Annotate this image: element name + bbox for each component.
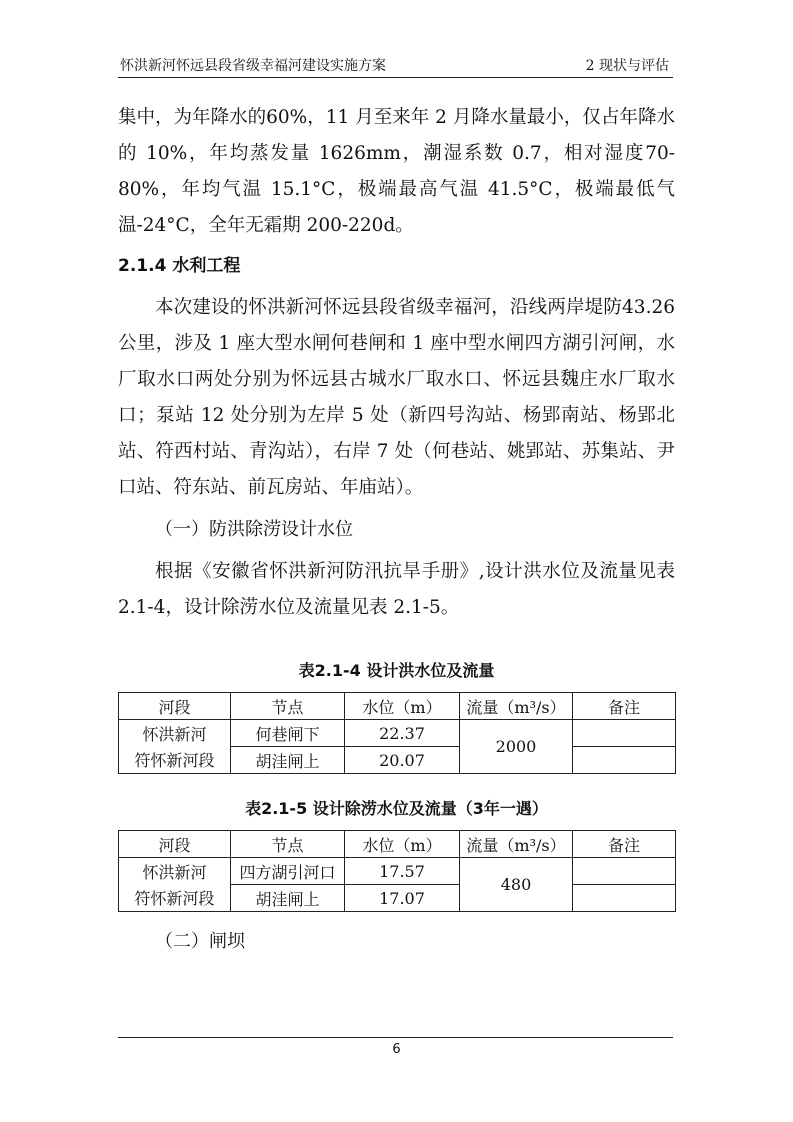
header-cell: 节点 xyxy=(231,831,345,858)
page-header xyxy=(118,55,673,78)
level-cell: 17.07 xyxy=(345,885,460,912)
note-cell xyxy=(573,885,676,912)
header-cell: 备注 xyxy=(573,831,676,858)
segment-cell: 怀洪新河 xyxy=(119,858,231,885)
segment-cell: 符怀新河段 xyxy=(119,885,231,912)
node-cell: 胡洼闸上 xyxy=(231,885,345,912)
table-row xyxy=(119,747,676,774)
level-cell: 20.07 xyxy=(345,747,460,774)
header-cell: 流量（m³/s） xyxy=(460,831,573,858)
paragraph-climate: 集中，为年降水的60%，11 月至来年 2 月降水量最小，仅占年降水的 10%，年均蒸发量 1626mm，潮湿系数 0.7，相对湿度70-80%，年均气温 15.1°C，极端最高气温 41.5°C，极端最低气温-24°C，全年无霜期 200-220d。 xyxy=(118,107,675,236)
header-cell: 水位（m） xyxy=(345,693,460,720)
table-design-flood xyxy=(118,692,676,774)
subheading-design-levels: （一）防洪除涝设计水位 xyxy=(155,519,353,540)
level-cell: 22.37 xyxy=(345,720,460,747)
segment-cell: 怀洪新河 xyxy=(119,720,231,747)
subheading-sluices: （二）闸坝 xyxy=(155,931,245,952)
segment-cell: 符怀新河段 xyxy=(119,747,231,774)
header-cell: 备注 xyxy=(573,693,676,720)
header-cell: 河段 xyxy=(119,831,231,858)
table-row xyxy=(119,885,676,912)
table-row xyxy=(119,858,676,885)
header-document-title: 怀洪新河怀远县段省级幸福河建设实施方案 xyxy=(120,58,386,74)
paragraph-engineering: 本次建设的怀洪新河怀远县段省级幸福河，沿线两岸堤防43.26 公里，涉及 1 座大型水闸何巷闸和 1 座中型水闸四方湖引河闸，水厂取水口两处分别为怀远县古城水厂取水口、怀远县魏庄水厂取水口；泵站 12 处分别为左岸 5 处（新四号沟站、杨郢南站、杨郢北站、符西村站、青沟站），右岸 7 处（何巷站、姚郢站、苏集站、尹口站、符东站、前瓦房站、年庙站）。 xyxy=(118,297,675,498)
paragraph-reference: 根据《安徽省怀洪新河防汛抗旱手册》,设计洪水位及流量见表 2.1-4，设计除涝水位及流量见表 2.1-5。 xyxy=(118,561,675,618)
table1-caption: 表2.1-4 设计洪水位及流量 xyxy=(298,661,495,680)
table-row xyxy=(119,720,676,747)
section-heading: 2.1.4 水利工程 xyxy=(118,256,241,276)
note-cell xyxy=(573,747,676,774)
node-cell: 何巷闸下 xyxy=(231,720,345,747)
table-header-row xyxy=(119,831,676,858)
header-cell: 河段 xyxy=(119,693,231,720)
node-cell: 胡洼闸上 xyxy=(231,747,345,774)
level-cell: 17.57 xyxy=(345,858,460,885)
table2-caption: 表2.1-5 设计除涝水位及流量（3年一遇） xyxy=(245,799,548,818)
header-cell: 流量（m³/s） xyxy=(460,693,573,720)
flow-cell: 480 xyxy=(460,858,573,912)
table-design-drainage xyxy=(118,830,676,912)
note-cell xyxy=(573,858,676,885)
footer-divider xyxy=(118,1037,673,1038)
header-cell: 水位（m） xyxy=(345,831,460,858)
header-cell: 节点 xyxy=(231,693,345,720)
node-cell: 四方湖引河口 xyxy=(231,858,345,885)
text-block-top xyxy=(118,100,675,626)
flow-cell: 2000 xyxy=(460,720,573,774)
text-block-bottom xyxy=(118,924,675,960)
header-chapter-title: 2 现状与评估 xyxy=(585,58,669,74)
page-number: 6 xyxy=(392,1042,401,1057)
table-header-row xyxy=(119,693,676,720)
note-cell xyxy=(573,720,676,747)
